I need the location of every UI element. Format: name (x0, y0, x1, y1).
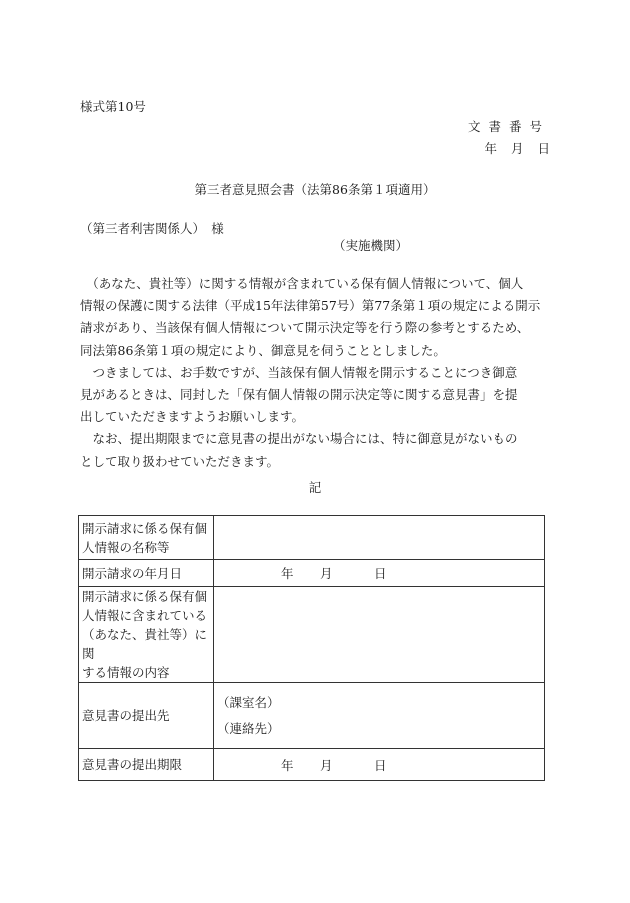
table-row (79, 516, 545, 560)
body-line: 同法第86条第１項の規定により、御意見を伺うこととしました。 (80, 342, 446, 358)
label-info-content (79, 587, 214, 683)
sender-agency: （実施機関） (332, 238, 408, 253)
month-label: 月 (320, 566, 333, 581)
body-line: （あなた、貴社等）に関する情報が含まれている保有個人情報について、個人 (92, 276, 524, 291)
body-text (80, 273, 550, 473)
label-request-date: 開示請求の年月日 (79, 560, 214, 587)
day-label: 日 (374, 757, 387, 773)
table-row (79, 560, 545, 587)
body-line: 見があるときは、同封した「保有個人情報の開示決定等に関する意見書」を提 (80, 387, 518, 403)
body-line: なお、提出期限までに意見書の提出がない場合には、特に御意見がないもの (92, 431, 518, 447)
value-request-date[interactable] (214, 560, 545, 587)
body-line: として取り扱わせていただきます。 (80, 453, 280, 469)
info-table (78, 515, 545, 781)
body-line: 情報の保護に関する法律（平成15年法律第57号）第77条第１項の規定による開示 (80, 298, 541, 314)
body-line: 請求があり、当該保有個人情報について開示決定等を行う際の参考とするため、 (80, 320, 530, 336)
department-label: （課室名） (217, 694, 280, 710)
addressee: （第三者利害関係人） 様 (80, 221, 224, 236)
label-line: 人情報に含まれている (82, 608, 208, 623)
label-line: （あなた、貴社等）に関 (82, 627, 208, 661)
form-number: 様式第10号 (80, 99, 146, 114)
label-line: 開示請求に係る保有個 (82, 520, 208, 536)
body-line: 出していただきますようお願いします。 (80, 409, 305, 425)
table-row (79, 587, 545, 683)
year-label: 年 (281, 566, 294, 581)
value-submission-dest[interactable] (214, 683, 545, 749)
document-title: 第三者意見照会書（法第86条第１項適用） (194, 182, 436, 197)
issue-date: 年 月 日 (484, 141, 550, 156)
label-target-info (79, 516, 214, 560)
label-line: 開示請求に係る保有個 (82, 589, 208, 604)
label-line: する情報の内容 (82, 665, 170, 680)
ki-heading: 記 (308, 480, 322, 495)
document-number: 文書番号 (467, 119, 550, 134)
year-label: 年 (281, 757, 294, 773)
day-label: 日 (374, 566, 387, 581)
contact-label: （連絡先） (217, 720, 280, 736)
value-info-content[interactable] (214, 587, 545, 683)
table-row (79, 683, 545, 749)
value-target-info[interactable] (214, 516, 545, 560)
label-submission-dest: 意見書の提出先 (79, 683, 214, 749)
body-line: つきましては、お手数ですが、当該保有個人情報を開示することにつき御意 (92, 364, 518, 380)
label-line: 人情報の名称等 (82, 539, 170, 555)
month-label: 月 (320, 757, 333, 773)
table-row (79, 749, 545, 781)
label-deadline: 意見書の提出期限 (79, 749, 214, 781)
value-deadline[interactable] (214, 749, 545, 781)
